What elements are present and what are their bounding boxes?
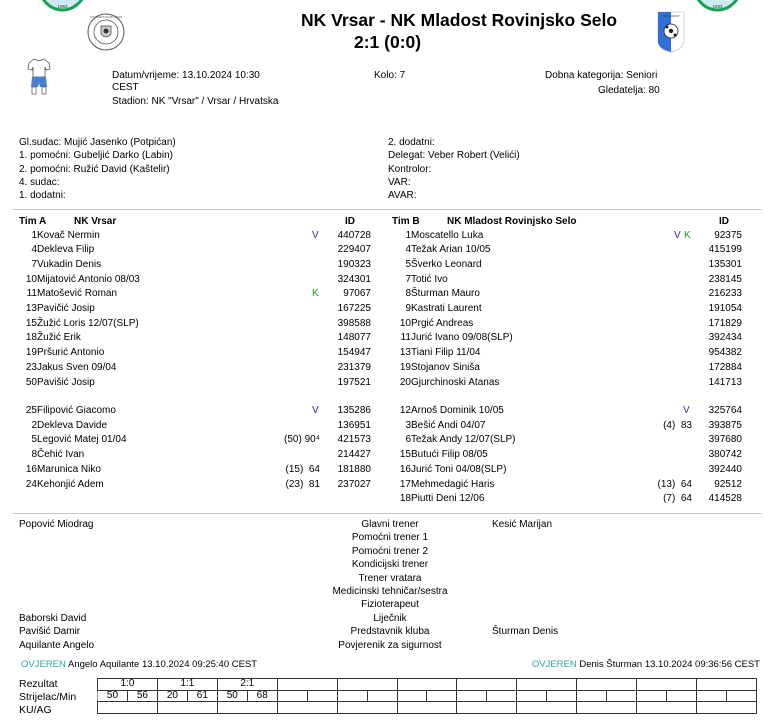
player-row — [19, 419, 371, 434]
player-row — [19, 317, 371, 332]
captain-mark: V — [312, 229, 319, 241]
staff-team-a-member: Baborski David — [19, 612, 87, 624]
player-number: 4 — [31, 244, 37, 256]
official-line: Gl.sudac: Mujić Jasenko (Potpićan) — [19, 137, 176, 148]
ku-ag-cell — [337, 702, 397, 714]
staff-role: Glavni trener — [361, 519, 419, 530]
keeper-mark: K — [312, 288, 319, 300]
staff-role: Predstavnik kluba — [350, 626, 430, 638]
svg-text:1953: 1953 — [712, 4, 723, 9]
result-cell — [577, 679, 637, 691]
scorer-minute-cell — [607, 690, 637, 702]
staff-team-b-member: Šturman Denis — [492, 626, 559, 638]
result-cell — [517, 679, 577, 691]
player-row — [392, 419, 742, 434]
player-id: 171829 — [708, 317, 742, 329]
player-row — [392, 317, 742, 332]
player-number: 15 — [25, 317, 37, 329]
staff-team-b-member: Kesić Marijan — [492, 519, 553, 530]
scorer-minute-cell — [487, 690, 517, 702]
scorer-minute-cell — [637, 690, 667, 702]
player-id: 135301 — [708, 258, 742, 270]
team-a-label: Tim A — [19, 216, 47, 227]
team-a-id-header: ID — [345, 216, 355, 227]
staff-role: Medicinski tehničar/sestra — [332, 586, 448, 597]
player-row — [392, 331, 742, 346]
team-kit-icon — [26, 57, 52, 97]
scorer-minute-cell: 68 — [247, 690, 277, 702]
player-number: 5 — [405, 258, 411, 270]
player-row — [19, 273, 371, 288]
player-name: Jurić Toni 04/08(SLP) — [411, 463, 507, 475]
player-id: 325764 — [708, 405, 742, 416]
player-number: 7 — [405, 273, 411, 285]
player-id: 440728 — [337, 229, 371, 241]
divider — [12, 209, 762, 210]
player-id: 97067 — [343, 288, 371, 300]
player-name: Stojanov Siniša — [411, 361, 480, 373]
player-number: 25 — [25, 405, 37, 416]
player-row — [19, 404, 371, 419]
official-line: 2. dodatni: — [388, 137, 435, 148]
scorer-minute-cell — [337, 690, 367, 702]
match-title: NK Vrsar - NK Mladost Rovinjsko Selo — [301, 10, 618, 30]
scorer-minute-cell — [547, 690, 577, 702]
staff-role: Pomoćni trener 1 — [351, 532, 429, 544]
player-name: Arnoš Dominik 10/05 — [411, 405, 504, 416]
player-row — [19, 302, 371, 317]
home-team-crest — [86, 12, 126, 52]
player-number: 50 — [25, 376, 37, 388]
result-row — [98, 679, 757, 691]
away-team-crest — [657, 11, 685, 53]
staff-role: Trener vratara — [358, 572, 422, 584]
staff-role: Povjerenik za sigurnost — [338, 639, 442, 651]
player-row — [19, 478, 371, 493]
result-cell: 1:0 — [98, 679, 158, 691]
official-line: 1. dodatni: — [19, 190, 66, 201]
player-name: Kovač Nermin — [37, 229, 100, 241]
match-datetime: Datum/vrijeme: 13.10.2024 10:30 — [112, 70, 260, 81]
result-cell — [277, 679, 337, 691]
scorer-row — [98, 690, 757, 702]
divider — [12, 513, 762, 514]
substitution-info: (23) 81 — [285, 478, 320, 490]
scorer-minute-cell — [277, 690, 307, 702]
player-row — [392, 229, 742, 244]
player-id: 191054 — [708, 303, 742, 314]
player-id: 135286 — [337, 405, 371, 416]
scorer-minute-cell — [517, 690, 547, 702]
captain-mark: V — [683, 405, 690, 416]
player-row — [392, 302, 742, 317]
ku-ag-row — [98, 702, 757, 714]
substitution-info: (15) 64 — [285, 463, 320, 475]
scorer-minute-cell — [457, 690, 487, 702]
player-number: 24 — [25, 478, 37, 490]
player-row — [19, 433, 371, 448]
player-number: 7 — [31, 258, 37, 270]
player-row — [392, 448, 742, 463]
player-name: Žužić Loris 12/07(SLP) — [37, 317, 139, 329]
player-number: 1 — [405, 229, 411, 241]
svg-text:NK MLADOST: NK MLADOST — [662, 15, 680, 18]
player-id: 172884 — [708, 361, 742, 373]
player-id: 414528 — [708, 493, 742, 505]
player-id: 214427 — [337, 449, 371, 461]
staff-role: Liječnik — [373, 612, 407, 624]
player-number: 17 — [399, 478, 411, 490]
result-cell — [457, 679, 517, 691]
player-row — [19, 376, 371, 391]
ku-ag-cell — [98, 702, 158, 714]
ku-ag-cell — [217, 702, 277, 714]
substitution-info: (7) 64 — [663, 493, 692, 505]
player-row — [392, 463, 742, 478]
player-row — [19, 287, 371, 302]
player-id: 393875 — [708, 419, 742, 431]
scorer-minute-cell: 61 — [187, 690, 217, 702]
scorer-minute-cell — [367, 690, 397, 702]
scorer-minute-cell: 50 — [98, 690, 128, 702]
result-cell: 1:1 — [157, 679, 217, 691]
match-stadium: Stadion: NK "Vrsar" / Vrsar / Hrvatska — [112, 96, 279, 107]
player-row — [392, 433, 742, 448]
player-id: 231379 — [337, 361, 371, 373]
player-row — [19, 243, 371, 258]
player-row — [19, 258, 371, 273]
player-number: 8 — [31, 449, 37, 461]
player-name: Tiani Filip 11/04 — [411, 347, 481, 359]
ku-ag-cell — [157, 702, 217, 714]
official-line: Delegat: Veber Robert (Velići) — [388, 150, 520, 161]
player-number: 19 — [25, 347, 37, 359]
official-line: 4. sudac: — [19, 177, 60, 188]
player-number: 6 — [405, 434, 411, 446]
player-number: 23 — [25, 361, 37, 373]
ku-ag-cell — [457, 702, 517, 714]
official-line: 1. pomoćni: Gubeljić Darko (Labin) — [19, 150, 173, 161]
verified-status: OVJEREN — [21, 659, 66, 670]
player-number: 13 — [25, 303, 37, 314]
scorer-minute-cell — [667, 690, 697, 702]
player-name: Moscatello Luka — [411, 229, 484, 241]
player-number: 10 — [399, 317, 411, 329]
player-number: 13 — [399, 347, 411, 359]
player-row — [392, 492, 742, 507]
player-number: 4 — [405, 244, 411, 256]
player-number: 20 — [399, 376, 411, 388]
verified-status: OVJEREN — [531, 659, 577, 670]
player-name: Žužić Erik — [37, 332, 81, 344]
player-row — [392, 287, 742, 302]
player-id: 398588 — [337, 317, 371, 329]
player-name: Legović Matej 01/04 — [37, 434, 127, 446]
player-row — [392, 478, 742, 493]
player-id: 237027 — [337, 478, 371, 490]
staff-role: Kondicijski trener — [351, 559, 429, 571]
player-row — [392, 243, 742, 258]
player-name: Filipović Giacomo — [37, 405, 116, 416]
ku-ag-cell — [697, 702, 757, 714]
player-name: Šverko Leonard — [411, 258, 482, 270]
match-spectators: Gledatelja: 80 — [598, 85, 660, 96]
player-name: Čehić Ivan — [37, 449, 85, 461]
player-name: Marunica Niko — [37, 463, 101, 475]
player-number: 9 — [405, 303, 411, 314]
keeper-mark: K — [684, 229, 691, 241]
player-row — [19, 361, 371, 376]
player-name: Težak Andy 12/07(SLP) — [411, 434, 516, 446]
player-name: Težak Arian 10/05 — [411, 244, 491, 256]
player-name: Pavišić Josip — [37, 376, 95, 388]
ku-ag-cell — [517, 702, 577, 714]
result-cell: 2:1 — [217, 679, 277, 691]
match-category: Dobna kategorija: Seniori — [545, 70, 658, 81]
player-id: 148077 — [337, 332, 371, 344]
player-row — [392, 376, 742, 391]
results-table — [97, 678, 757, 714]
player-id: 197521 — [337, 376, 371, 388]
player-name: Dekleva Davide — [37, 419, 108, 431]
player-name: Piutti Deni 12/06 — [411, 493, 485, 505]
result-cell — [397, 679, 457, 691]
player-id: 397680 — [708, 434, 742, 446]
official-line: VAR: — [388, 177, 411, 188]
verification-away — [532, 659, 760, 670]
player-id: 136951 — [337, 419, 371, 431]
scorer-minute-cell: 20 — [157, 690, 187, 702]
player-name: Kastrati Laurent — [411, 303, 482, 314]
player-name: Jakus Sven 09/04 — [37, 361, 117, 373]
official-line: AVAR: — [388, 190, 417, 201]
player-number: 19 — [399, 361, 411, 373]
player-name: Pavičić Josip — [37, 303, 95, 314]
player-id: 324301 — [337, 273, 371, 285]
captain-mark: V — [674, 229, 681, 241]
player-id: 154947 — [337, 347, 371, 359]
ku-ag-cell — [637, 702, 697, 714]
player-id: 415199 — [708, 244, 742, 256]
player-name: Šturman Mauro — [411, 288, 480, 300]
staff-team-a-member: Popović Miodrag — [19, 519, 94, 530]
match-round: Kolo: 7 — [374, 70, 406, 81]
scorer-minute-cell: 56 — [127, 690, 157, 702]
player-id: 238145 — [708, 273, 742, 285]
player-id: 216233 — [708, 288, 742, 300]
player-name: Mehmedagić Haris — [411, 478, 495, 490]
player-number: 16 — [399, 463, 411, 475]
player-name: Butući Filip 08/05 — [411, 449, 488, 461]
verified-by: Denis Šturman 13.10.2024 09:36:56 CEST — [579, 659, 760, 670]
verification-home — [21, 659, 257, 670]
player-number: 10 — [25, 273, 37, 285]
player-row — [19, 463, 371, 478]
player-name: Dekleva Filip — [37, 244, 95, 256]
scorer-minute-cell — [397, 690, 427, 702]
scorer-minute-cell — [427, 690, 457, 702]
player-id: 392434 — [708, 332, 742, 344]
player-number: 12 — [399, 405, 411, 416]
player-id: 380742 — [708, 449, 742, 461]
row-label-result: Rezultat — [19, 678, 58, 690]
scorer-minute-cell — [307, 690, 337, 702]
player-number: 1 — [31, 229, 37, 241]
result-cell — [697, 679, 757, 691]
player-id: 190323 — [337, 258, 371, 270]
player-number: 18 — [399, 493, 411, 505]
player-name: Pršurić Antonio — [37, 347, 105, 359]
team-b-name: NK Mladost Rovinjsko Selo — [447, 216, 577, 227]
player-id: 181880 — [337, 463, 371, 475]
player-name: Gjurchinoski Atanas — [411, 376, 500, 388]
top-left-logo — [35, 0, 90, 12]
player-row — [19, 448, 371, 463]
svg-text:NOGOMETNI KLUB VRSAR: NOGOMETNI KLUB VRSAR — [90, 16, 122, 19]
result-cell — [637, 679, 697, 691]
substitution-info: (50) 90⁴ — [284, 434, 320, 446]
player-row — [392, 258, 742, 273]
player-id: 141713 — [708, 376, 742, 388]
team-a-name: NK Vrsar — [74, 216, 117, 227]
team-b-label: Tim B — [392, 216, 420, 227]
official-line: 2. pomoćni: Ružić David (Kaštelir) — [19, 164, 170, 175]
player-id: 421573 — [337, 434, 371, 446]
player-row — [392, 404, 742, 419]
player-row — [19, 346, 371, 361]
player-number: 8 — [405, 288, 411, 300]
player-name: Kehonjić Adem — [37, 478, 104, 490]
player-row — [392, 346, 742, 361]
player-name: Jurić Ivano 09/08(SLP) — [411, 332, 513, 344]
player-name: Matošević Roman — [37, 288, 118, 300]
player-row — [19, 331, 371, 346]
player-number: 16 — [25, 463, 37, 475]
player-id: 392440 — [708, 463, 742, 475]
player-number: 18 — [25, 332, 37, 344]
captain-mark: V — [312, 405, 319, 416]
player-number: 5 — [31, 434, 37, 446]
player-number: 2 — [31, 419, 37, 431]
logo-year: 1953 — [57, 4, 68, 9]
row-label-ku-ag: KU/AG — [19, 704, 52, 716]
player-name: Vukadin Denis — [37, 258, 102, 270]
player-id: 92512 — [714, 478, 742, 490]
player-name: Bešić Andi 04/07 — [411, 419, 486, 431]
match-timezone: CEST — [112, 82, 139, 93]
substitution-info: (4) 83 — [663, 419, 692, 431]
row-label-scorer: Strijelac/Min — [19, 691, 77, 703]
scorer-minute-cell — [727, 690, 757, 702]
staff-role: Fizioterapeut — [361, 599, 419, 611]
top-right-logo — [690, 0, 745, 12]
player-number: 15 — [399, 449, 411, 461]
player-row — [392, 273, 742, 288]
ku-ag-cell — [577, 702, 637, 714]
staff-role: Pomoćni trener 2 — [351, 545, 429, 557]
scorer-minute-cell: 50 — [217, 690, 247, 702]
player-name: Totić Ivo — [411, 273, 448, 285]
player-id: 167225 — [337, 303, 371, 314]
match-score: 2:1 (0:0) — [354, 32, 422, 52]
result-cell — [337, 679, 397, 691]
player-row — [19, 229, 371, 244]
scorer-minute-cell — [577, 690, 607, 702]
player-row — [392, 361, 742, 376]
player-name: Mijatović Antonio 08/03 — [37, 273, 140, 285]
scorer-minute-cell — [697, 690, 727, 702]
official-line: Kontrolor: — [388, 164, 432, 175]
player-id: 954382 — [708, 347, 742, 359]
ku-ag-cell — [397, 702, 457, 714]
staff-team-a-member: Aquilante Angelo — [19, 639, 95, 651]
team-b-id-header: ID — [719, 216, 729, 227]
ku-ag-cell — [277, 702, 337, 714]
player-name: Prgić Andreas — [411, 317, 474, 329]
player-id: 229407 — [337, 244, 371, 256]
player-number: 11 — [26, 288, 37, 300]
player-id: 92375 — [714, 229, 742, 241]
player-number: 11 — [400, 332, 411, 344]
verified-by: Angelo Aquilante 13.10.2024 09:25:40 CEST — [68, 659, 258, 670]
staff-team-a-member: Pavišić Damir — [19, 626, 81, 638]
player-number: 3 — [405, 419, 411, 431]
substitution-info: (13) 64 — [657, 478, 692, 490]
